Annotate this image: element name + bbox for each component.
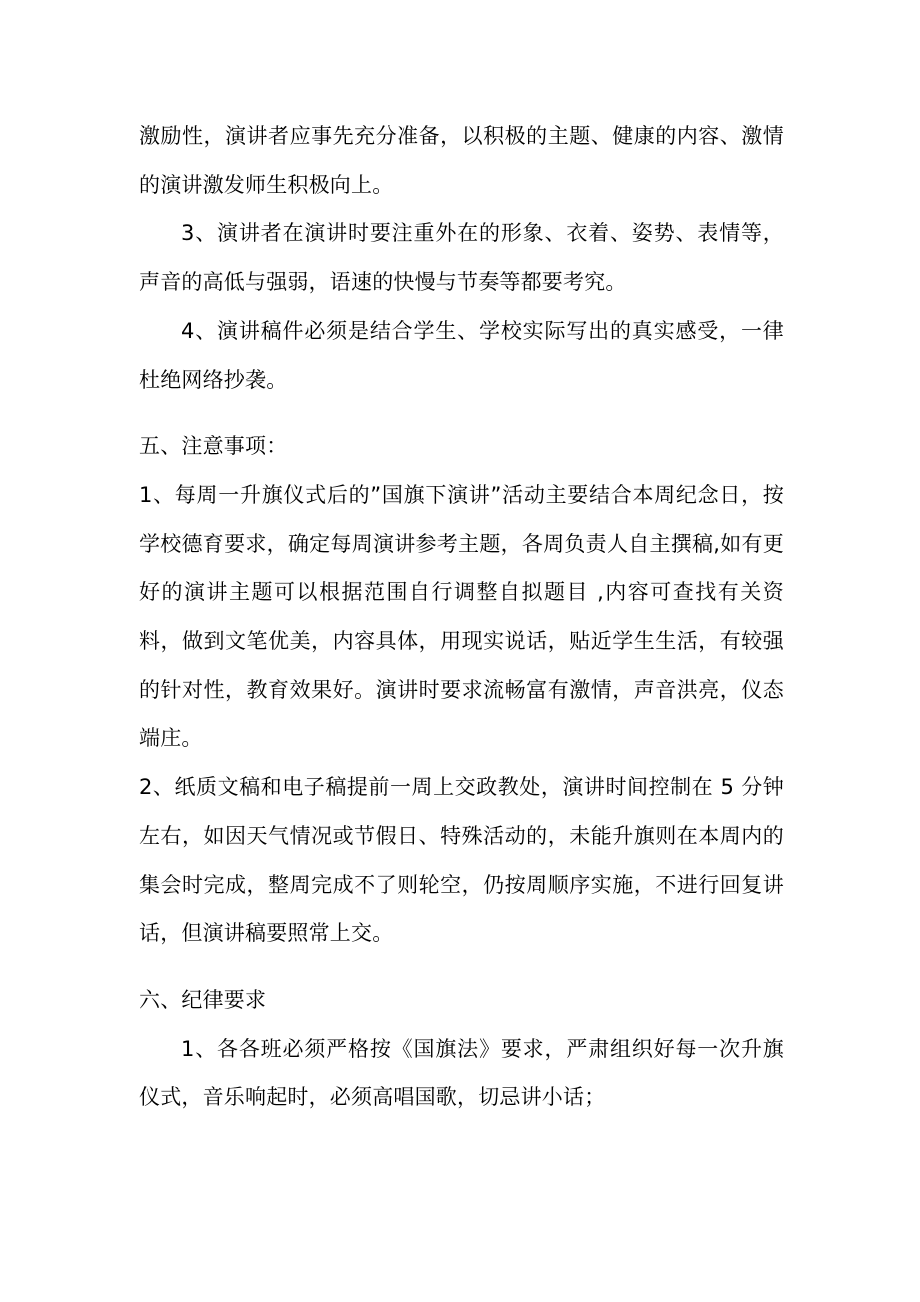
paragraph-incentive: 激励性，演讲者应事先充分准备，以积极的主题、健康的内容、激情的演讲激发师生积极向上。 <box>139 124 784 197</box>
paragraph-speaker-appearance: 3、演讲者在演讲时要注重外在的形象、衣着、姿势、表情等，声音的高低与强弱，语速的快慢与节奏等都要考究。 <box>139 221 784 295</box>
paragraph-original-manuscript: 4、演讲稿件必须是结合学生、学校实际写出的真实感受，一律杜绝网络抄袭。 <box>139 318 784 392</box>
document-body <box>139 112 784 1122</box>
notes-item-2: 2、纸质文稿和电子稿提前一周上交政教处，演讲时间控制在 5 分钟左右，如因天气情况或节假日、特殊活动的，未能升旗则在本周内的集会时完成，整周完成不了则轮空，仍按周顺序实施，不进行回复讲话，但演讲稿要照常上交。 <box>139 775 784 946</box>
section-heading-notes: 五、注意事项： <box>139 434 288 459</box>
discipline-item-1: 1、各各班必须严格按《国旗法》要求，严肃组织好每一次升旗仪式，音乐响起时，必须高唱国歌，切忌讲小话； <box>139 1036 784 1110</box>
notes-item-1: 1、每周一升旗仪式后的”国旗下演讲”活动主要结合本周纪念日，按学校德育要求，确定每周演讲参考主题，各周负责人自主撰稿,如有更好的演讲主题可以根据范围自行调整自拟题目 ,内容可查找有关资料，做到文笔优美，内容具体，用现实说话，贴近学生生活，有较强的针对性，教育效果好。演讲时要求流畅富有激情，声音洪亮，仪态端庄。 <box>139 482 784 751</box>
section-heading-discipline: 六、纪律要求 <box>139 987 267 1012</box>
